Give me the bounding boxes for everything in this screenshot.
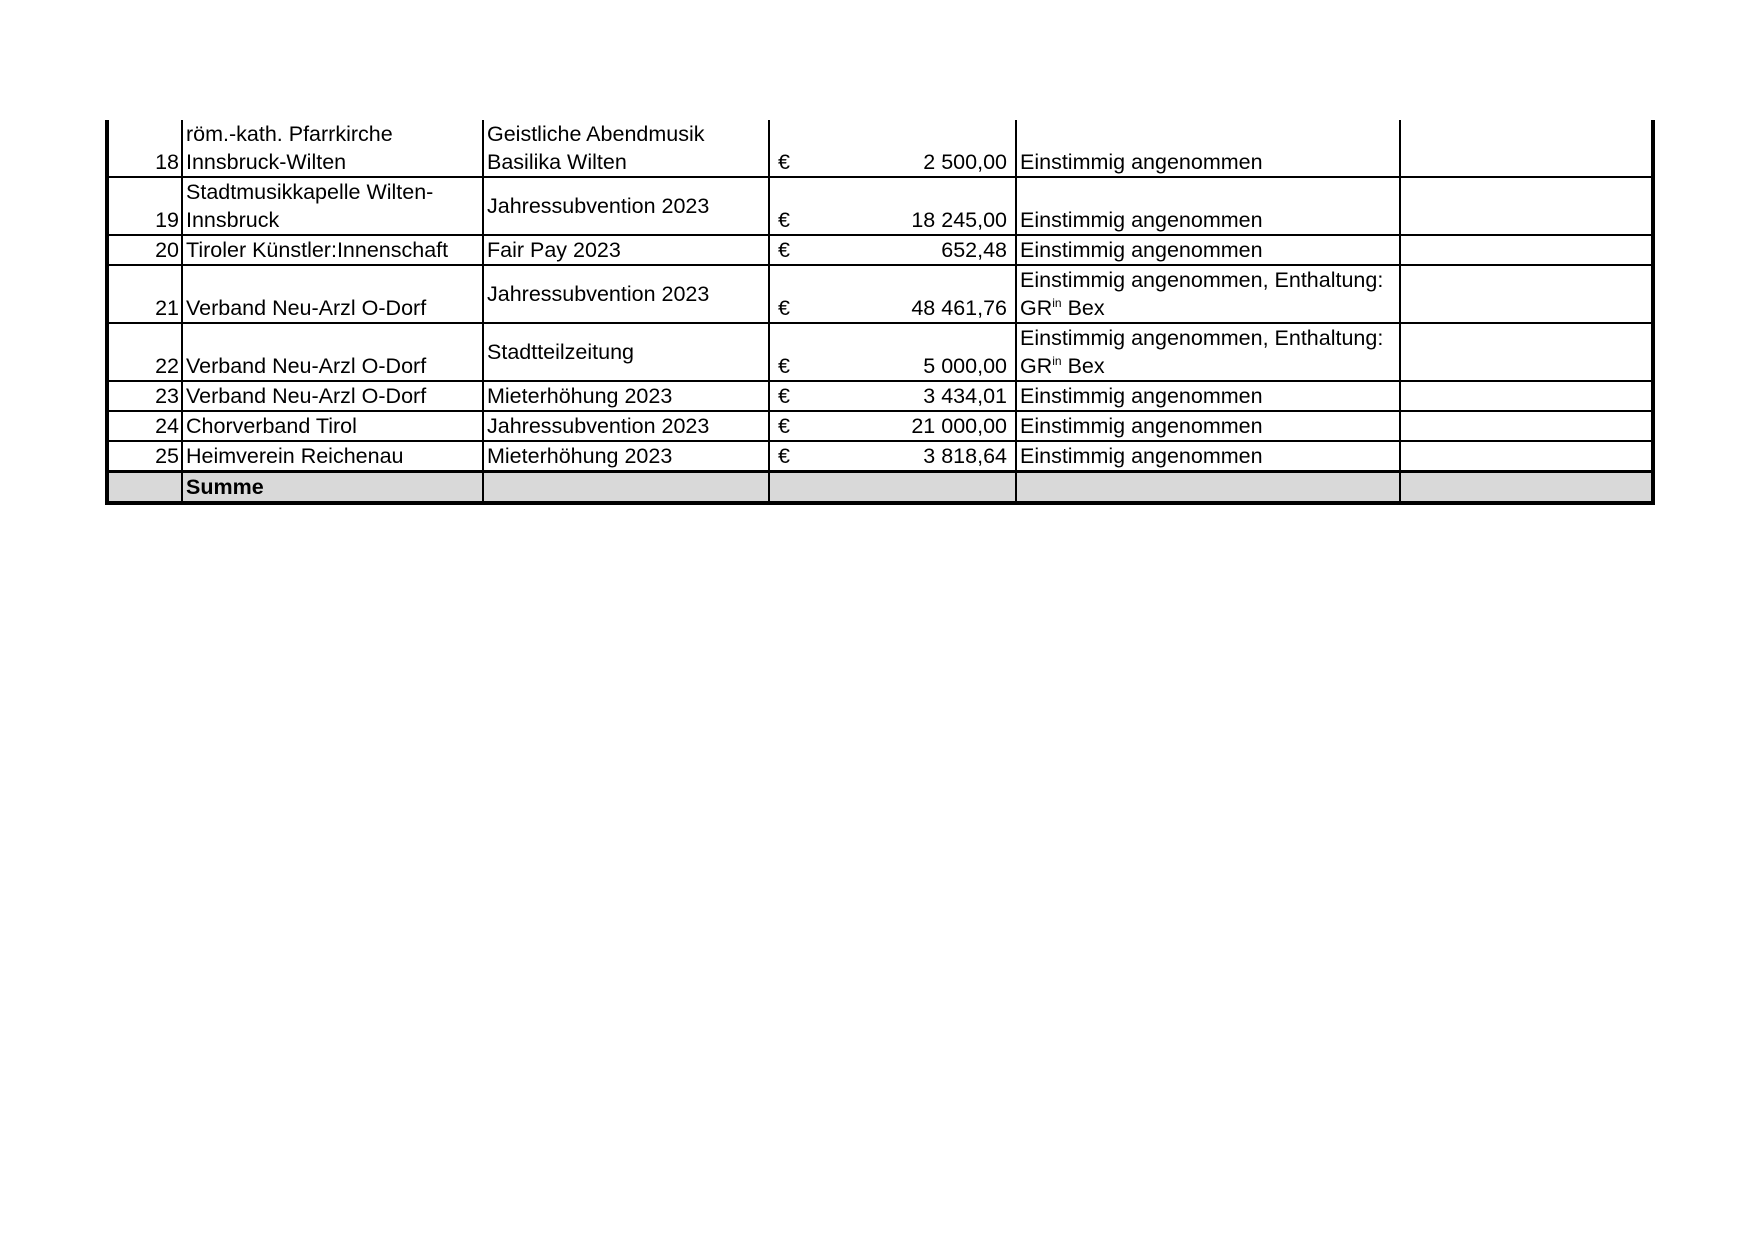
decision-gr-suffix: in (1052, 353, 1062, 368)
subsidy-table (105, 120, 1655, 505)
recipient-cell (182, 177, 483, 235)
table-row (107, 441, 1653, 472)
amount-cell: 3 434,01 (795, 381, 1016, 411)
sum-note-cell (1400, 472, 1653, 504)
sum-decision-cell (1016, 472, 1400, 504)
table-row (107, 381, 1653, 411)
row-number: 21 (107, 265, 182, 323)
recipient-line: Stadtmusikkapelle Wilten- (186, 180, 434, 204)
note-cell (1400, 120, 1653, 177)
decision-cell (1016, 323, 1400, 381)
purpose-cell: Stadtteilzeitung (483, 323, 769, 381)
currency-cell: € (769, 381, 795, 411)
sum-amount-cell (795, 472, 1016, 504)
recipient-cell: Heimverein Reichenau (182, 441, 483, 472)
table-row (107, 120, 1653, 177)
amount-cell: 18 245,00 (795, 177, 1016, 235)
row-number: 25 (107, 441, 182, 472)
sum-currency-cell (769, 472, 795, 504)
purpose-line: Basilika Wilten (487, 150, 627, 174)
decision-cell: Einstimmig angenommen (1016, 177, 1400, 235)
currency-cell: € (769, 177, 795, 235)
purpose-line: Geistliche Abendmusik (487, 122, 705, 146)
decision-line: Einstimmig angenommen, Enthaltung: (1020, 268, 1384, 292)
subsidy-table-sheet (105, 120, 1651, 505)
decision-gr: GR (1020, 296, 1053, 320)
purpose-cell: Mieterhöhung 2023 (483, 441, 769, 472)
currency-cell: € (769, 323, 795, 381)
decision-gr: GR (1020, 354, 1053, 378)
amount-cell: 5 000,00 (795, 323, 1016, 381)
note-cell (1400, 323, 1653, 381)
table-row (107, 177, 1653, 235)
table-row (107, 265, 1653, 323)
row-number: 20 (107, 235, 182, 265)
note-cell (1400, 235, 1653, 265)
recipient-cell: Verband Neu-Arzl O-Dorf (182, 323, 483, 381)
amount-cell: 48 461,76 (795, 265, 1016, 323)
currency-cell: € (769, 265, 795, 323)
purpose-cell: Jahressubvention 2023 (483, 177, 769, 235)
note-cell (1400, 177, 1653, 235)
purpose-cell (483, 120, 769, 177)
amount-cell: 652,48 (795, 235, 1016, 265)
currency-cell: € (769, 120, 795, 177)
currency-cell: € (769, 235, 795, 265)
row-number: 23 (107, 381, 182, 411)
recipient-cell: Chorverband Tirol (182, 411, 483, 441)
recipient-line: röm.-kath. Pfarrkirche (186, 122, 393, 146)
recipient-line: Innsbruck (186, 208, 280, 232)
decision-cell (1016, 265, 1400, 323)
row-number: 24 (107, 411, 182, 441)
recipient-line: Innsbruck-Wilten (186, 150, 347, 174)
recipient-cell: Verband Neu-Arzl O-Dorf (182, 265, 483, 323)
purpose-cell: Jahressubvention 2023 (483, 411, 769, 441)
recipient-cell: Tiroler Künstler:Innenschaft (182, 235, 483, 265)
decision-name: Bex (1061, 354, 1105, 378)
note-cell (1400, 265, 1653, 323)
decision-cell: Einstimmig angenommen (1016, 120, 1400, 177)
recipient-cell (182, 120, 483, 177)
currency-cell: € (769, 411, 795, 441)
decision-line: Einstimmig angenommen, Enthaltung: (1020, 326, 1384, 350)
decision-name: Bex (1061, 296, 1105, 320)
decision-gr-suffix: in (1052, 295, 1062, 310)
decision-cell: Einstimmig angenommen (1016, 235, 1400, 265)
purpose-cell: Mieterhöhung 2023 (483, 381, 769, 411)
amount-cell: 21 000,00 (795, 411, 1016, 441)
purpose-cell: Fair Pay 2023 (483, 235, 769, 265)
sum-label: Summe (182, 472, 483, 504)
row-number: 18 (107, 120, 182, 177)
note-cell (1400, 441, 1653, 472)
note-cell (1400, 381, 1653, 411)
sum-row (107, 472, 1653, 504)
decision-line (1020, 294, 1396, 322)
currency-cell: € (769, 441, 795, 472)
amount-cell: 2 500,00 (795, 120, 1016, 177)
recipient-cell: Verband Neu-Arzl O-Dorf (182, 381, 483, 411)
sum-number-cell (107, 472, 182, 504)
decision-cell: Einstimmig angenommen (1016, 441, 1400, 472)
row-number: 19 (107, 177, 182, 235)
note-cell (1400, 411, 1653, 441)
purpose-cell: Jahressubvention 2023 (483, 265, 769, 323)
amount-cell: 3 818,64 (795, 441, 1016, 472)
decision-cell: Einstimmig angenommen (1016, 411, 1400, 441)
table-row (107, 323, 1653, 381)
sum-purpose-cell (483, 472, 769, 504)
decision-cell: Einstimmig angenommen (1016, 381, 1400, 411)
decision-line (1020, 352, 1396, 380)
table-row (107, 235, 1653, 265)
row-number: 22 (107, 323, 182, 381)
table-row (107, 411, 1653, 441)
